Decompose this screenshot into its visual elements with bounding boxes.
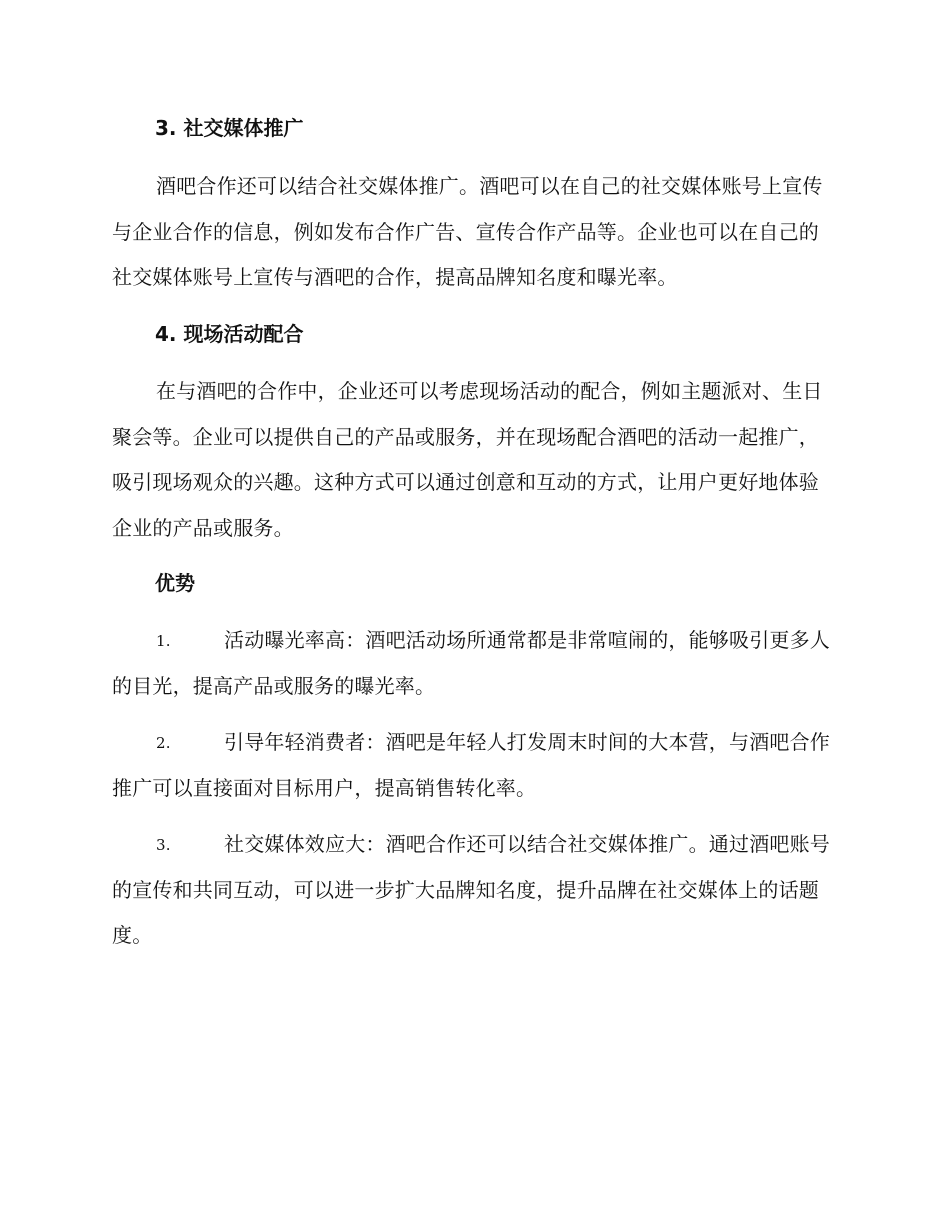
advantage-item-2 [112,720,834,811]
section-4-heading: 4. 现场活动配合 [155,322,304,346]
list-item-text: 活动曝光率高：酒吧活动场所通常都是非常喧闹的，能够吸引更多人的目光，提高产品或服务的曝光率。 [112,628,830,698]
list-number: 1. [156,632,171,650]
section-3-paragraph: 酒吧合作还可以结合社交媒体推广。酒吧可以在自己的社交媒体账号上宣传与企业合作的信息，例如发布合作广告、宣传合作产品等。企业也可以在自己的社交媒体账号上宣传与酒吧的合作，提高品牌知名度和曝光率。 [112,174,823,289]
advantages-heading: 优势 [155,571,195,595]
list-number: 3. [156,836,171,854]
section-4-paragraph: 在与酒吧的合作中，企业还可以考虑现场活动的配合，例如主题派对、生日聚会等。企业可以提供自己的产品或服务，并在现场配合酒吧的活动一起推广，吸引现场观众的兴趣。这种方式可以通过创意和互动的方式，让用户更好地体验企业的产品或服务。 [112,379,823,540]
list-number: 2. [156,734,171,752]
section-3-heading: 3. 社交媒体推广 [155,116,304,140]
list-item-text: 引导年轻消费者：酒吧是年轻人打发周末时间的大本营，与酒吧合作推广可以直接面对目标用户，提高销售转化率。 [112,730,830,800]
advantage-item-1 [112,618,834,709]
list-item-text: 社交媒体效应大：酒吧合作还可以结合社交媒体推广。通过酒吧账号的宣传和共同互动，可以进一步扩大品牌知名度，提升品牌在社交媒体上的话题度。 [112,832,830,947]
advantage-item-3 [112,822,834,958]
